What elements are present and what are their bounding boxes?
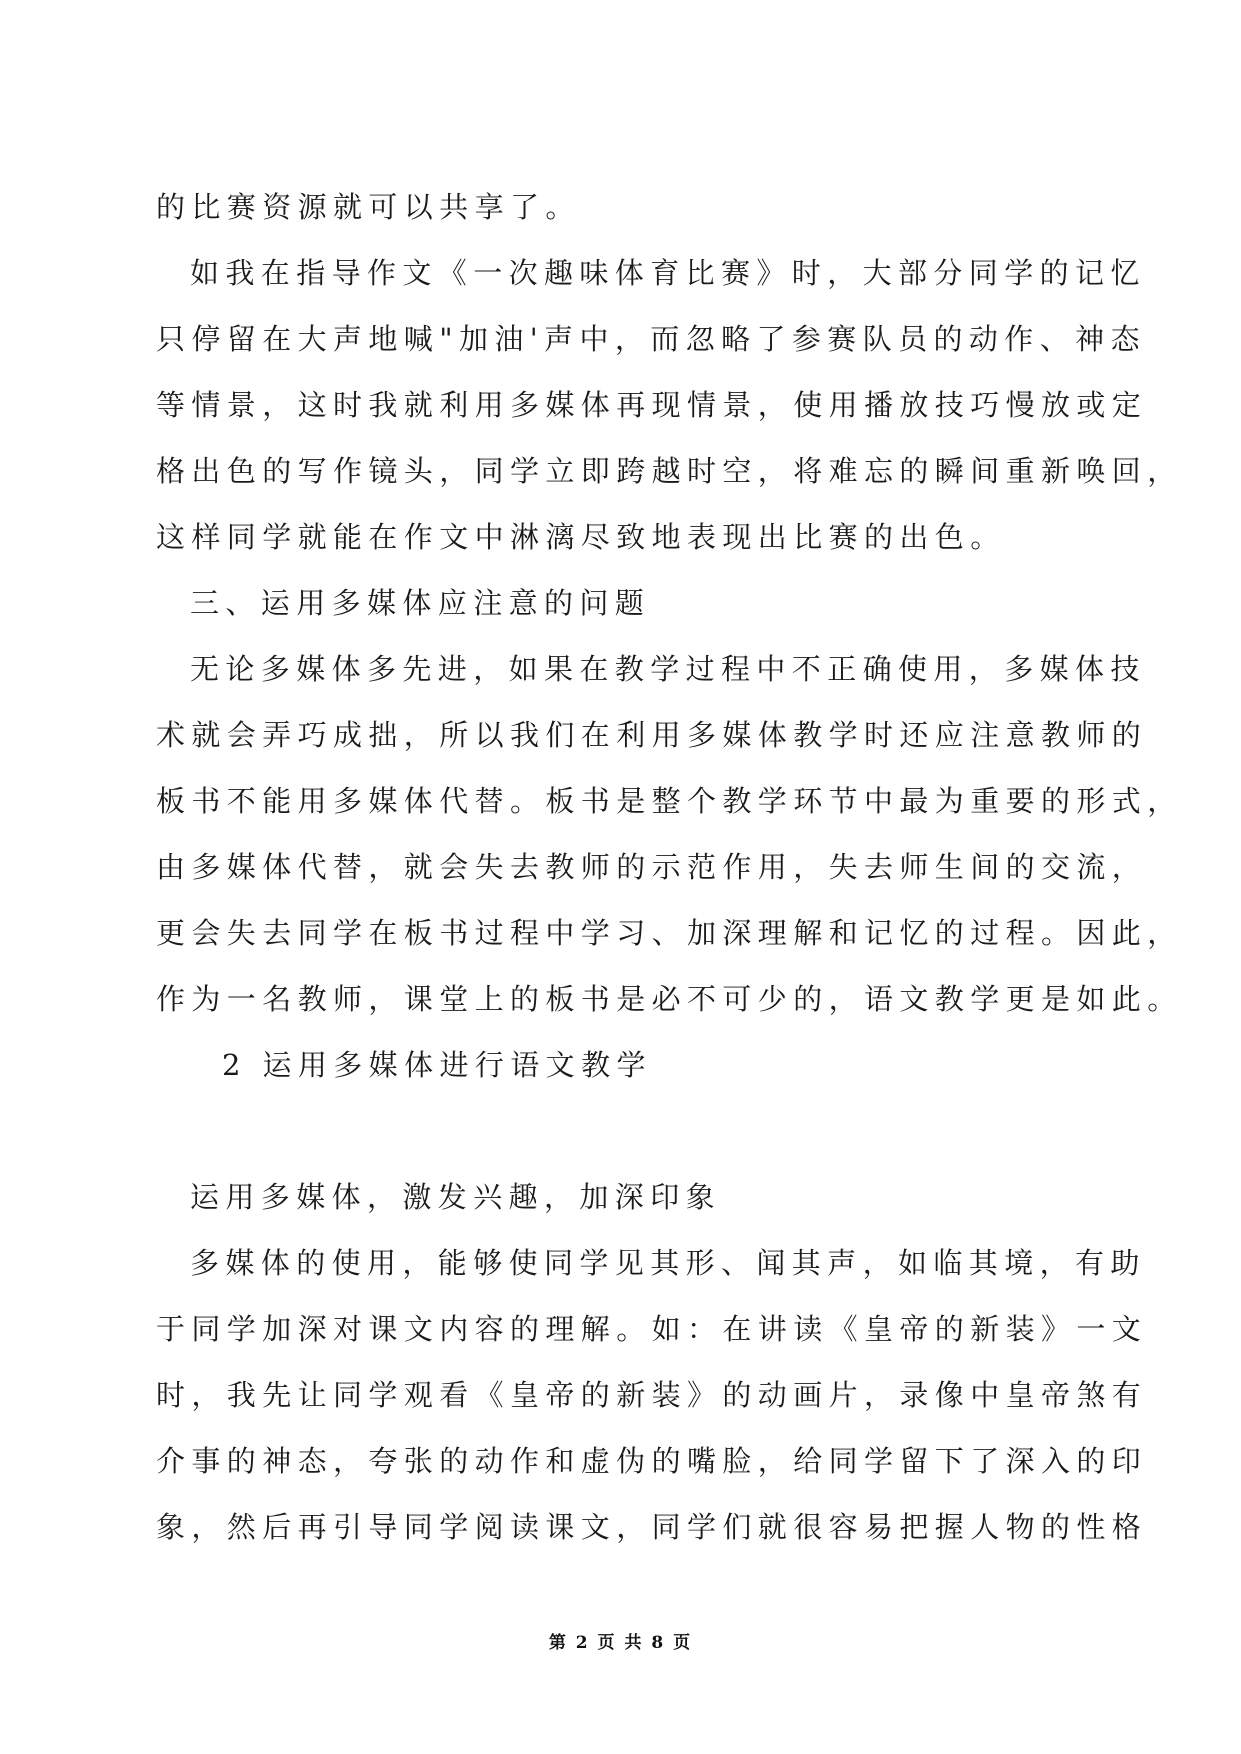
paragraph-line: 作为一名教师，课堂上的板书是必不可少的，语文教学更是如此。 bbox=[156, 982, 1183, 1016]
paragraph-line: 由多媒体代替，就会失去教师的示范作用，失去师生间的交流， bbox=[156, 850, 1148, 884]
paragraph-line: 术就会弄巧成拙，所以我们在利用多媒体教学时还应注意教师的 bbox=[156, 718, 1148, 752]
paragraph-line: 于同学加深对课文内容的理解。如：在讲读《皇帝的新装》一文 bbox=[156, 1312, 1148, 1346]
paragraph-line: 这样同学就能在作文中淋漓尽致地表现出比赛的出色。 bbox=[156, 520, 1006, 554]
section-heading: 2 运用多媒体进行语文教学 bbox=[222, 1048, 652, 1082]
paragraph-line: 如我在指导作文《一次趣味体育比赛》时，大部分同学的记忆 bbox=[190, 256, 1146, 290]
section-heading: 三、运用多媒体应注意的问题 bbox=[190, 586, 651, 620]
paragraph-line: 介事的神态，夸张的动作和虚伪的嘴脸，给同学留下了深入的印 bbox=[156, 1444, 1148, 1478]
paragraph-line: 象，然后再引导同学阅读课文，同学们就很容易把握人物的性格 bbox=[156, 1510, 1148, 1544]
paragraph-line: 格出色的写作镜头，同学立即跨越时空，将难忘的瞬间重新唤回， bbox=[156, 454, 1183, 488]
paragraph-line: 等情景，这时我就利用多媒体再现情景，使用播放技巧慢放或定 bbox=[156, 388, 1148, 422]
paragraph-line: 板书不能用多媒体代替。板书是整个教学环节中最为重要的形式， bbox=[156, 784, 1183, 818]
paragraph-line: 多媒体的使用，能够使同学见其形、闻其声，如临其境，有助 bbox=[190, 1246, 1146, 1280]
paragraph-line: 只停留在大声地喊"加油'声中，而忽略了参赛队员的动作、神态 bbox=[156, 322, 1146, 356]
paragraph-line: 无论多媒体多先进，如果在教学过程中不正确使用，多媒体技 bbox=[190, 652, 1146, 686]
paragraph-line: 更会失去同学在板书过程中学习、加深理解和记忆的过程。因此， bbox=[156, 916, 1183, 950]
paragraph-line: 时，我先让同学观看《皇帝的新装》的动画片，录像中皇帝煞有 bbox=[156, 1378, 1148, 1412]
page-footer: 第 2 页 共 8 页 bbox=[548, 1633, 693, 1653]
paragraph-line: 的比赛资源就可以共享了。 bbox=[156, 190, 581, 224]
section-heading: 运用多媒体，激发兴趣，加深印象 bbox=[190, 1180, 722, 1214]
